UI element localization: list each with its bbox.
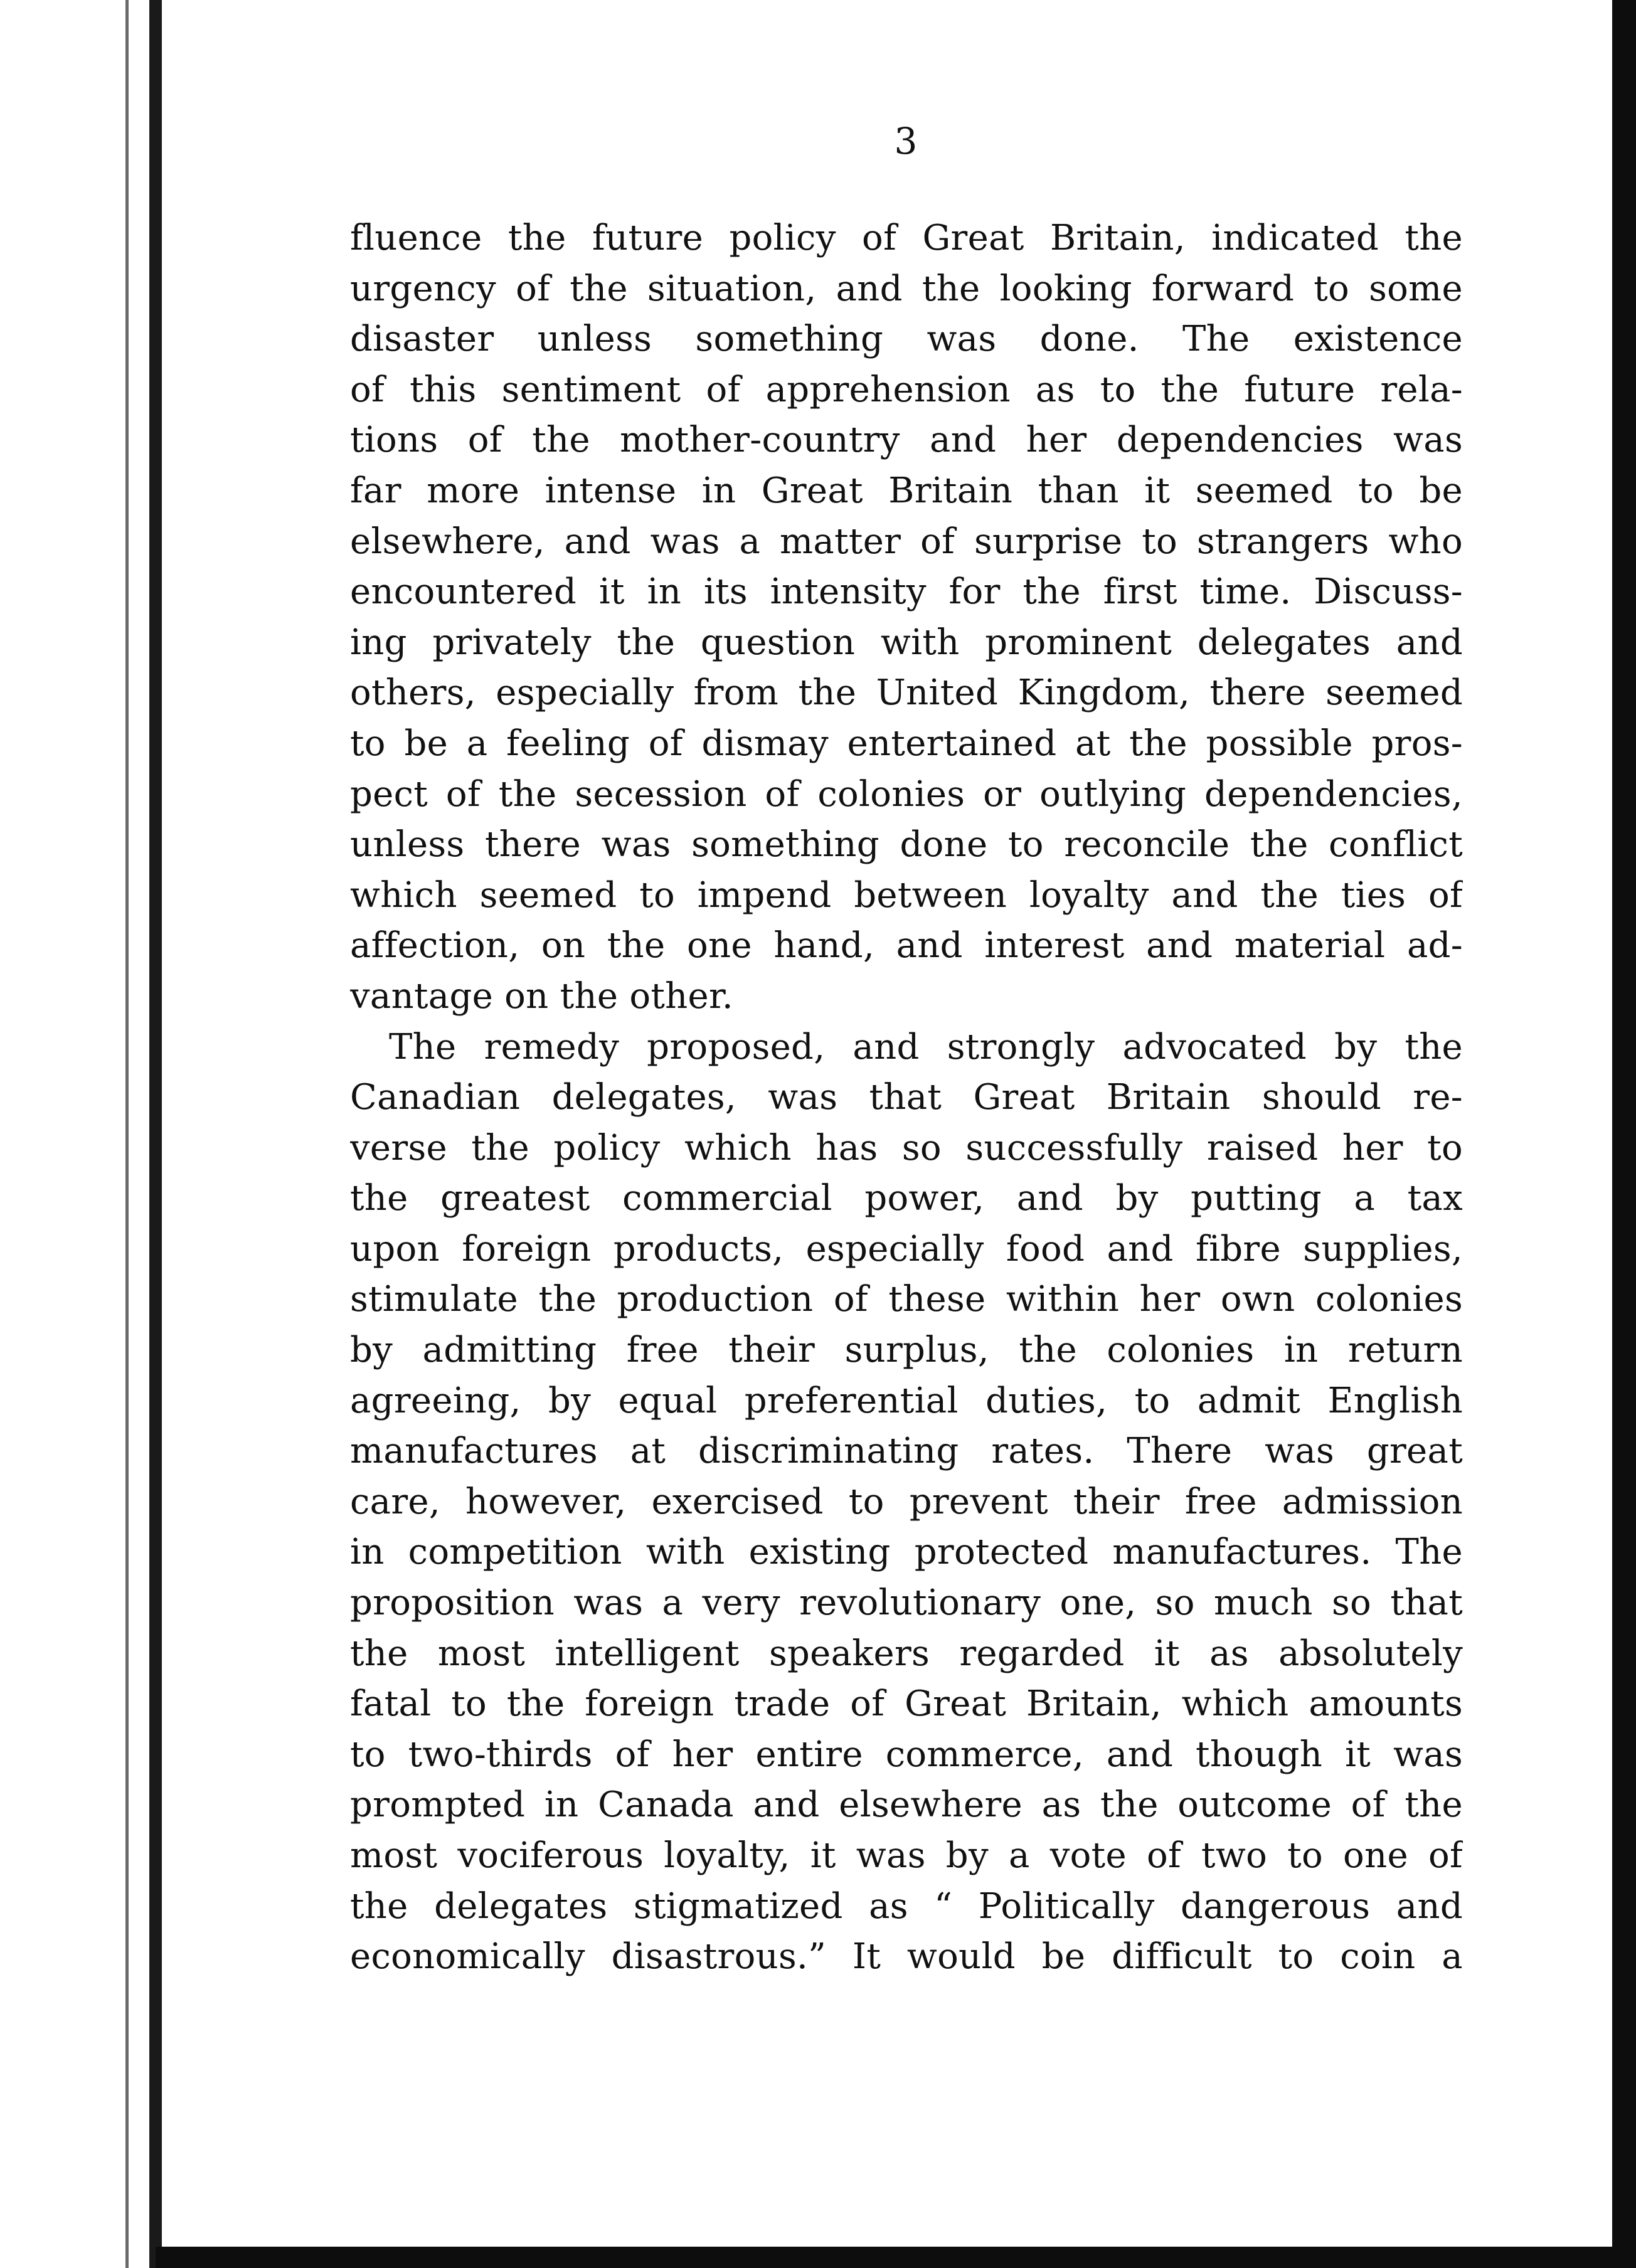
page-edge-right	[1612, 0, 1636, 2268]
text-line: the greatest commercial power, and by putting a tax	[350, 1178, 1463, 1219]
left-margin	[0, 0, 156, 2268]
text-line: of this sentiment of apprehension as to the future rela-	[350, 369, 1463, 410]
text-line: far more intense in Great Britain than it seemed to be	[350, 470, 1463, 511]
text-line: proposition was a very revolutionary one, so much so that	[350, 1582, 1463, 1624]
text-line: which seemed to impend between loyalty and the ties of	[350, 874, 1463, 916]
text-line: economically disastrous.” It would be difficult to coin a	[350, 1936, 1463, 1978]
text-line: fluence the future policy of Great Britain, indicated the	[350, 218, 1463, 258]
text-line: verse the policy which has so successfully raised her to	[350, 1127, 1463, 1168]
text-line: vantage on the other.	[350, 975, 734, 1017]
text-line: fatal to the foreign trade of Great Britain, which amounts	[350, 1683, 1463, 1725]
text-line: disaster unless something was done. The existence	[350, 319, 1463, 360]
page-edge-left	[149, 0, 162, 2268]
text-line: encountered it in its intensity for the first time. Discuss-	[350, 571, 1463, 613]
text-line: to be a feeling of dismay entertained at the possible pros-	[350, 723, 1463, 764]
page-edge-bottom	[156, 2247, 1612, 2268]
text-line: to two-thirds of her entire commerce, and though it was	[350, 1734, 1463, 1775]
text-line: prompted in Canada and elsewhere as the outcome of the	[350, 1784, 1463, 1826]
page-number: 3	[894, 120, 918, 162]
text-line: unless there was something done to reconcile the conflict	[350, 824, 1463, 866]
text-line: The remedy proposed, and strongly advocated by the	[389, 1026, 1463, 1068]
text-line: stimulate the production of these within her own colonies	[350, 1279, 1463, 1320]
text-line: urgency of the situation, and the looking forward to some	[350, 268, 1463, 309]
text-line: others, especially from the United Kingdom, there seemed	[350, 672, 1463, 714]
text-line: care, however, exercised to prevent their free admission	[350, 1481, 1463, 1522]
text-line: the delegates stigmatized as “ Politically dangerous and	[350, 1885, 1463, 1927]
text-line: affection, on the one hand, and interest and material ad-	[350, 925, 1463, 967]
body-text	[350, 213, 1463, 1983]
text-line: ing privately the question with prominent delegates and	[350, 622, 1463, 663]
text-line: in competition with existing protected manufactures. The	[350, 1532, 1463, 1573]
text-line: most vociferous loyalty, it was by a vote of two to one of	[350, 1835, 1463, 1876]
text-line: pect of the secession of colonies or outlying dependencies,	[350, 773, 1463, 815]
text-line: agreeing, by equal preferential duties, to admit English	[350, 1380, 1463, 1421]
text-line: elsewhere, and was a matter of surprise to strangers who	[350, 521, 1463, 562]
text-line: Canadian delegates, was that Great Britain should re-	[350, 1077, 1463, 1118]
text-line: by admitting free their surplus, the colonies in return	[350, 1330, 1463, 1371]
text-line: manufactures at discriminating rates. There was great	[350, 1431, 1463, 1472]
text-line: upon foreign products, especially food and fibre supplies,	[350, 1228, 1463, 1269]
text-line: the most intelligent speakers regarded it as absolutely	[350, 1633, 1463, 1674]
text-line: tions of the mother-country and her dependencies was	[350, 420, 1463, 461]
binding-shadow-line	[125, 0, 129, 2268]
